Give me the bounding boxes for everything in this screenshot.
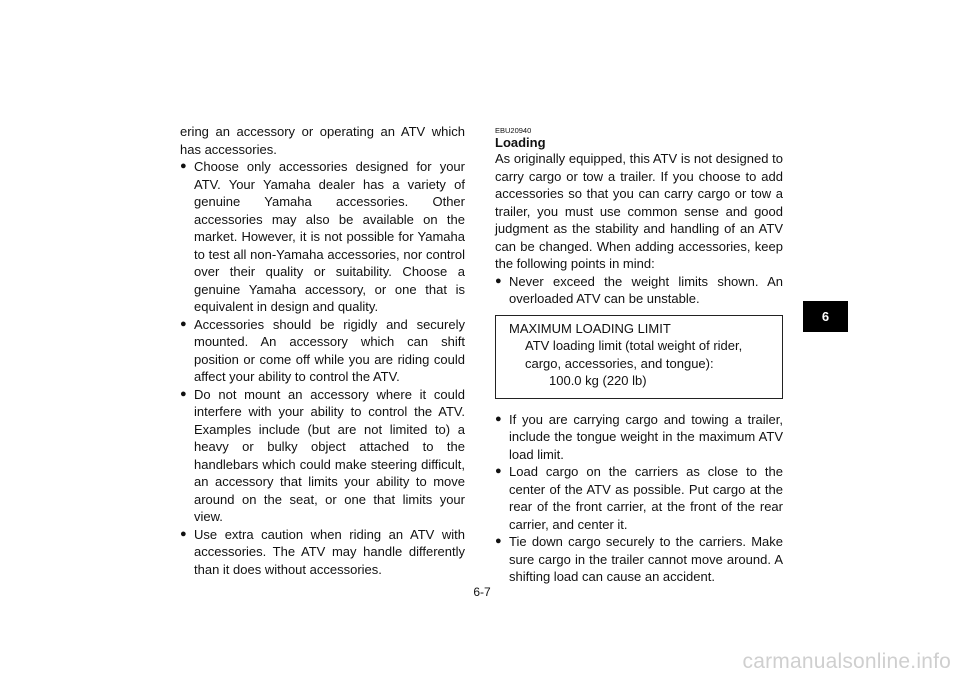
- bullet-text: Never exceed the weight limits shown. An overloaded ATV can be unstable.: [509, 273, 783, 306]
- list-item: [180, 526, 465, 579]
- list-item: [180, 316, 465, 386]
- list-item: [495, 533, 783, 586]
- bullet-icon: ●: [180, 317, 187, 330]
- list-item: [180, 158, 465, 316]
- bullet-text: Choose only accessories designed for your ATV. Your Yamaha dealer has a variety of genuine Yamaha accessories. Other accessories may also be available on the market. However, it is not possible for Yamaha to test all non-Yamaha accessories, nor control over their quality or suitability. Choose a genuine Yamaha accessory, or one that is equivalent in design and quality.: [194, 159, 465, 314]
- loading-intro-text: As originally equipped, this ATV is not designed to carry cargo or tow a trailer. If you choose to add accessories so that you can carry cargo or tow a trailer, you must use common sense and good judgment as the stability and handling of an ATV can be changed. When adding accessories, keep the following points in mind:: [495, 151, 783, 271]
- bullet-icon: ●: [495, 465, 502, 477]
- left-intro-text: ering an accessory or operating an ATV which has accessories.: [180, 124, 465, 157]
- list-item: [495, 273, 783, 308]
- bullet-text: Load cargo on the carriers as close to the center of the ATV as possible. Put cargo at the rear of the front carrier, at the front of the rear carrier, and center it.: [509, 464, 783, 532]
- left-column: [180, 123, 465, 578]
- chapter-tab: 6: [803, 301, 848, 332]
- right-column: [495, 123, 783, 586]
- list-item: [495, 411, 783, 464]
- watermark: carmanualsonline.info: [742, 650, 951, 673]
- bullet-text: If you are carrying cargo and towing a trailer, include the tongue weight in the maximum ATV load limit.: [509, 411, 783, 462]
- bullet-text: Tie down cargo securely to the carriers. Make sure cargo in the trailer cannot move around. A shifting load can cause an accident.: [509, 534, 783, 584]
- loading-bullet-list-first: [495, 273, 783, 308]
- bullet-icon: ●: [180, 387, 187, 400]
- loading-limit-heading: MAXIMUM LOADING LIMIT: [509, 320, 671, 336]
- list-item: [180, 386, 465, 526]
- bullet-icon: ●: [495, 412, 502, 425]
- section-title: Loading: [495, 135, 546, 150]
- list-item: [495, 463, 783, 533]
- loading-bullet-list-rest: [495, 411, 783, 586]
- bullet-text: Use extra caution when riding an ATV with accessories. The ATV may handle differently than it does without accessories.: [194, 526, 465, 577]
- loading-limit-value: 100.0 kg (220 lb): [549, 373, 647, 388]
- loading-limit-description: ATV loading limit (total weight of rider, cargo, accessories, and tongue):: [525, 338, 743, 371]
- left-bullet-list: [180, 158, 465, 578]
- loading-limit-box: [495, 315, 783, 399]
- bullet-icon: ●: [180, 527, 187, 540]
- page-number: 6-7: [473, 585, 491, 599]
- bullet-icon: ●: [495, 535, 502, 547]
- bullet-text: Do not mount an accessory where it could interfere with your ability to control the ATV. Examples include (but are not limited to) a heavy or bulky object attached to the handlebars which could make steering difficult, an accessory that limits your ability to move around on the seat, or one that limits your view.: [194, 386, 465, 524]
- bullet-text: Accessories should be rigidly and securely mounted. An accessory which can shift position or come off while you are riding could affect your ability to control the ATV.: [194, 316, 465, 384]
- section-code: EBU20940: [495, 126, 532, 135]
- bullet-icon: ●: [495, 274, 502, 287]
- bullet-icon: ●: [180, 160, 187, 172]
